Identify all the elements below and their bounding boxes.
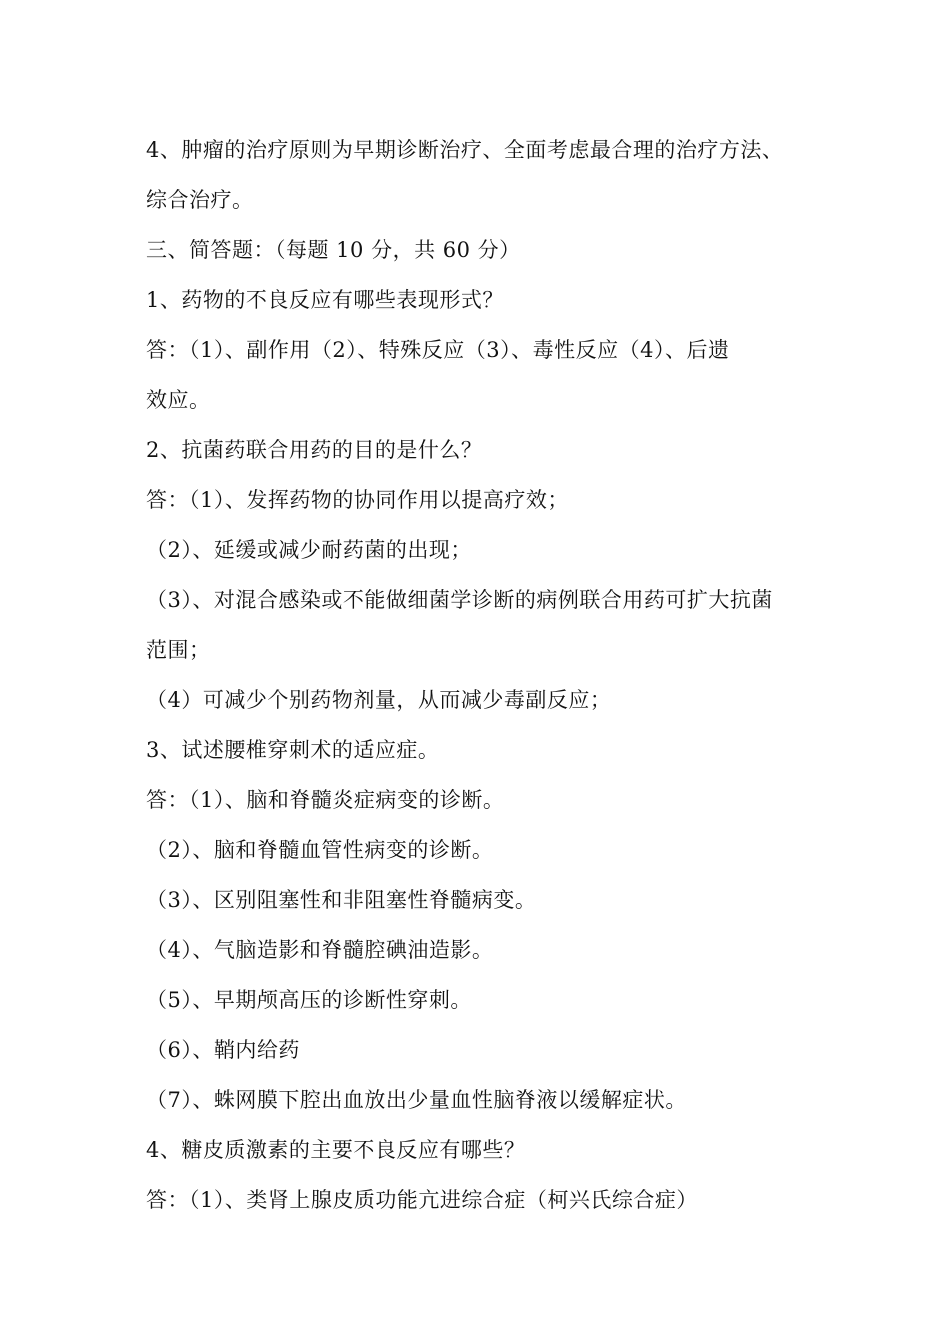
- answer-line: （6）、鞘内给药: [146, 1038, 300, 1062]
- text-line: 综合治疗。: [146, 188, 254, 212]
- answer-line: 答：（1）、副作用（2）、特殊反应（3）、毒性反应（4）、后遗: [146, 338, 730, 362]
- answer-line: （4）可减少个别药物剂量，从而减少毒副反应；: [146, 688, 612, 712]
- answer-line: （3）、区别阻塞性和非阻塞性脊髓病变。: [146, 888, 537, 912]
- question-line: 3、试述腰椎穿刺术的适应症。: [146, 738, 440, 762]
- answer-line: （3）、对混合感染或不能做细菌学诊断的病例联合用药可扩大抗菌: [146, 588, 773, 612]
- question-line: 4、糖皮质激素的主要不良反应有哪些？: [146, 1138, 526, 1162]
- answer-line: 答：（1）、发挥药物的协同作用以提高疗效；: [146, 488, 569, 512]
- question-line: 2、抗菌药联合用药的目的是什么？: [146, 438, 483, 462]
- answer-line: 效应。: [146, 388, 211, 412]
- text-line: 4、肿瘤的治疗原则为早期诊断治疗、全面考虑最合理的治疗方法、: [146, 138, 784, 162]
- answer-line: （2）、脑和脊髓血管性病变的诊断。: [146, 838, 494, 862]
- answer-line: （5）、早期颅高压的诊断性穿刺。: [146, 988, 472, 1012]
- answer-line: 答：（1）、类肾上腺皮质功能亢进综合症（柯兴氏综合症）: [146, 1188, 698, 1212]
- answer-line: 答：（1）、脑和脊髓炎症病变的诊断。: [146, 788, 505, 812]
- answer-line: （4）、气脑造影和脊髓腔碘油造影。: [146, 938, 494, 962]
- answer-line: （2）、延缓或减少耐药菌的出现；: [146, 538, 472, 562]
- question-line: 1、药物的不良反应有哪些表现形式？: [146, 288, 504, 312]
- answer-line: （7）、蛛网膜下腔出血放出少量血性脑脊液以缓解症状。: [146, 1088, 687, 1112]
- section-heading: 三、简答题：（每题 10 分，共 60 分）: [146, 238, 521, 262]
- answer-line: 范围；: [146, 638, 211, 662]
